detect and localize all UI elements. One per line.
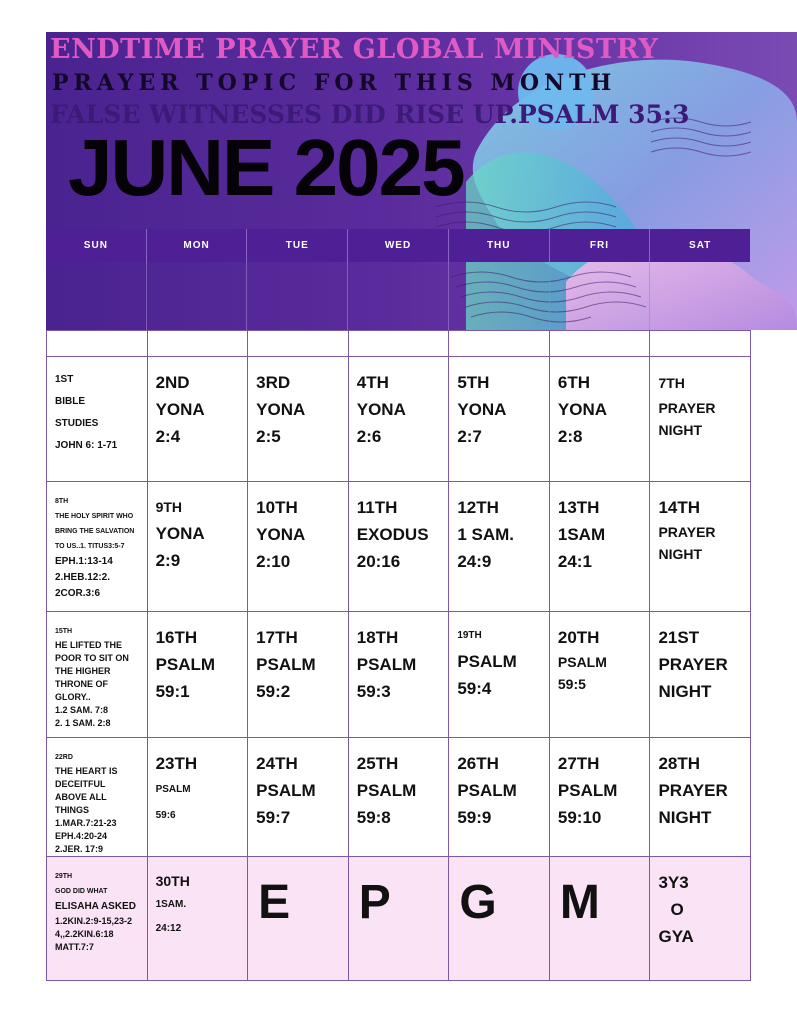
shade-cell — [247, 262, 348, 330]
day-number: 8TH — [55, 498, 69, 505]
week-row-3 — [47, 612, 751, 738]
day-number: 19TH — [457, 630, 482, 641]
day-text: YONA — [155, 524, 205, 543]
day-text: PSALM — [155, 784, 191, 795]
day-number: 5TH — [457, 373, 490, 392]
day-cell-24 — [248, 738, 349, 857]
day-cell-10 — [248, 482, 349, 612]
weekday-sun: SUN — [46, 229, 147, 262]
day-text: 24:1 — [557, 552, 592, 571]
day-text: JOHN 6: 1-71 — [55, 440, 118, 451]
day-number: 26TH — [457, 754, 499, 773]
day-number: 16TH — [155, 628, 198, 647]
day-number: 12TH — [457, 498, 499, 517]
day-text: 59:5 — [557, 676, 586, 692]
shade-cell — [348, 262, 449, 330]
day-text: PSALM — [256, 781, 316, 800]
day-text: ELISAHA ASKED — [55, 901, 136, 912]
day-text: PRAYER — [658, 524, 716, 540]
day-text: PRAYER — [658, 781, 728, 800]
day-number: 22RD — [55, 754, 73, 761]
day-text: GOD DID WHAT — [55, 888, 108, 895]
day-number: 1ST — [55, 374, 74, 385]
day-number: 2ND — [155, 373, 190, 392]
day-number: 15TH — [55, 628, 73, 635]
day-text: 59:2 — [256, 682, 291, 701]
day-text: 59:8 — [356, 808, 391, 827]
day-number: 3RD — [256, 373, 291, 392]
day-cell-1 — [47, 357, 148, 482]
day-text: 2.JER. 17:9 — [55, 844, 104, 854]
prayer-topic: FALSE WITNESSES DID RISE UP.PSALM 35:3 — [50, 100, 690, 129]
day-number: 6TH — [557, 373, 591, 392]
day-cell-16 — [148, 612, 249, 738]
day-text: NIGHT — [658, 682, 712, 701]
day-text: 2COR.3:6 — [55, 588, 101, 599]
logo-letter-cell-m — [550, 857, 651, 981]
day-text: 1.2 SAM. 7:8 — [55, 705, 109, 715]
empty-cell — [148, 331, 249, 357]
day-text: 1.MAR.7:21-23 — [55, 818, 117, 828]
day-text: 2:7 — [457, 427, 482, 446]
shade-cell — [650, 262, 750, 330]
day-number: 21ST — [658, 628, 700, 647]
day-cell-29 — [47, 857, 148, 981]
weekday-sat: SAT — [650, 229, 750, 262]
day-cell-9 — [148, 482, 249, 612]
day-number: 24TH — [256, 754, 298, 773]
day-text: 1 SAM. — [457, 525, 514, 544]
empty-cell — [650, 331, 751, 357]
shade-cell — [147, 262, 248, 330]
day-number: 9TH — [155, 499, 183, 515]
day-text: PSALM — [155, 655, 216, 674]
shade-cell — [46, 262, 147, 330]
prayer-topic-heading: PRAYER TOPIC FOR THIS MONTH — [52, 70, 617, 96]
day-cell-20 — [550, 612, 651, 738]
month-title: JUNE 2025 — [68, 123, 464, 212]
day-cell-8 — [47, 482, 148, 612]
day-text: 59:9 — [457, 808, 492, 827]
day-cell-30 — [148, 857, 249, 981]
day-text: 24:9 — [457, 552, 492, 571]
day-text: THE HEART IS DECEITFUL ABOVE ALL THINGS — [55, 766, 118, 815]
day-text: PSALM — [557, 781, 618, 800]
day-cell-28 — [650, 738, 751, 857]
day-cell-11 — [349, 482, 450, 612]
day-cell-7 — [650, 357, 751, 482]
day-text: EPH.1:13-14 — [55, 556, 113, 567]
day-text: HE LIFTED THE POOR TO SIT ON THE HIGHER THRONE OF GLORY.. — [55, 640, 129, 702]
day-number: 29TH — [55, 873, 73, 880]
day-cell-25 — [349, 738, 450, 857]
day-number: 20TH — [557, 628, 600, 647]
day-text: NIGHT — [658, 808, 712, 827]
day-number: 25TH — [356, 754, 399, 773]
logo-letter-cell-g — [449, 857, 550, 981]
day-text: YONA — [457, 400, 507, 419]
calendar-grid — [46, 330, 751, 981]
day-text: 2:10 — [256, 552, 291, 571]
day-text: PSALM — [256, 655, 316, 674]
empty-cell — [248, 331, 349, 357]
day-cell-22 — [47, 738, 148, 857]
day-text: 2:6 — [356, 427, 382, 446]
day-text: EXODUS — [356, 525, 429, 544]
day-text: YONA — [356, 400, 406, 419]
day-cell-23 — [148, 738, 249, 857]
day-text: BRING THE SALVATION — [55, 528, 135, 535]
day-cell-6 — [550, 357, 651, 482]
day-number: 17TH — [256, 628, 298, 647]
day-text: 59:7 — [256, 808, 291, 827]
closing-text: GYA — [658, 927, 694, 946]
day-number: 7TH — [658, 375, 685, 391]
ministry-name: ENDTIME PRAYER GLOBAL MINISTRY — [50, 34, 659, 65]
day-text: 1.2KIN.2:9-15,23-24,,2.2KIN.6:18 — [55, 916, 133, 939]
day-cell-14 — [650, 482, 751, 612]
logo-letter: E — [258, 876, 291, 929]
day-text: YONA — [155, 400, 205, 419]
day-text: PSALM — [356, 781, 417, 800]
weekday-mon: MON — [147, 229, 248, 262]
day-text: YONA — [256, 525, 306, 544]
weekday-thu: THU — [449, 229, 550, 262]
day-text: 2:4 — [155, 427, 181, 446]
day-text: 2:9 — [155, 551, 181, 570]
day-text: 1SAM. — [155, 899, 187, 910]
empty-cell — [449, 331, 550, 357]
day-number: 27TH — [557, 754, 600, 773]
day-text: 59:3 — [356, 682, 391, 701]
day-text: THE HOLY SPIRIT WHO — [55, 513, 134, 520]
weekday-wed: WED — [348, 229, 449, 262]
day-text: 20:16 — [356, 552, 401, 571]
day-cell-3 — [248, 357, 349, 482]
day-text: 24:12 — [155, 923, 182, 934]
week-row-5 — [47, 857, 751, 981]
day-text: TO US..1. TITUS3:5-7 — [55, 543, 125, 550]
weekday-tue: TUE — [247, 229, 348, 262]
logo-letter: P — [358, 876, 391, 929]
day-number: 18TH — [356, 628, 399, 647]
day-text: PSALM — [557, 654, 607, 670]
week-row-2 — [47, 482, 751, 612]
logo-letter-cell-e — [248, 857, 349, 981]
day-text: 59:1 — [155, 682, 190, 701]
day-text: 59:10 — [557, 808, 602, 827]
day-text: EPH.4:20-24 — [55, 831, 108, 841]
day-number: 14TH — [658, 498, 701, 517]
day-cell-21 — [650, 612, 751, 738]
day-cell-27 — [550, 738, 651, 857]
day-text: STUDIES — [55, 418, 99, 429]
day-text: 2:8 — [557, 427, 583, 446]
day-text: 59:6 — [155, 810, 176, 821]
day-text: NIGHT — [658, 546, 703, 562]
day-number: 4TH — [356, 373, 389, 392]
day-number: 13TH — [557, 498, 600, 517]
day-cell-13 — [550, 482, 651, 612]
shade-cell — [449, 262, 550, 330]
header-shade-row — [46, 262, 750, 330]
day-text: YONA — [256, 400, 306, 419]
logo-letter: M — [559, 876, 600, 929]
empty-cell — [47, 331, 148, 357]
day-cell-17 — [248, 612, 349, 738]
day-number: 30TH — [155, 873, 190, 889]
day-cell-12 — [449, 482, 550, 612]
day-text: BIBLE — [55, 396, 85, 407]
empty-cell — [550, 331, 651, 357]
day-cell-19 — [449, 612, 550, 738]
day-number: 28TH — [658, 754, 701, 773]
closing-note-cell — [650, 857, 751, 981]
week-row-1 — [47, 357, 751, 482]
empty-cell — [349, 331, 450, 357]
day-text: PSALM — [356, 655, 417, 674]
day-cell-5 — [449, 357, 550, 482]
logo-letter: G — [459, 876, 497, 929]
calendar-spacer-row — [47, 331, 751, 357]
day-number: 10TH — [256, 498, 298, 517]
day-text: NIGHT — [658, 422, 703, 438]
day-cell-4 — [349, 357, 450, 482]
day-text: 1SAM — [557, 525, 606, 544]
day-text: PSALM — [457, 781, 517, 800]
weekday-header — [46, 229, 750, 262]
shade-cell — [550, 262, 651, 330]
day-text: PSALM — [457, 652, 517, 671]
day-cell-15 — [47, 612, 148, 738]
day-text: 2. 1 SAM. 2:8 — [55, 718, 111, 728]
day-text: YONA — [557, 400, 608, 419]
day-text: PRAYER — [658, 655, 728, 674]
day-text: MATT.7:7 — [55, 942, 94, 952]
closing-text: 3Y3 — [658, 873, 689, 892]
day-text: 2.HEB.12:2. — [55, 572, 111, 583]
closing-text: O — [670, 900, 684, 919]
logo-letter-cell-p — [349, 857, 450, 981]
weekday-fri: FRI — [550, 229, 651, 262]
day-cell-2 — [148, 357, 249, 482]
day-cell-26 — [449, 738, 550, 857]
day-text: 59:4 — [457, 679, 492, 698]
day-cell-18 — [349, 612, 450, 738]
day-text: PRAYER — [658, 400, 716, 416]
week-row-4 — [47, 738, 751, 857]
day-number: 23TH — [155, 754, 198, 773]
day-number: 11TH — [356, 498, 398, 517]
day-text: 2:5 — [256, 427, 281, 446]
